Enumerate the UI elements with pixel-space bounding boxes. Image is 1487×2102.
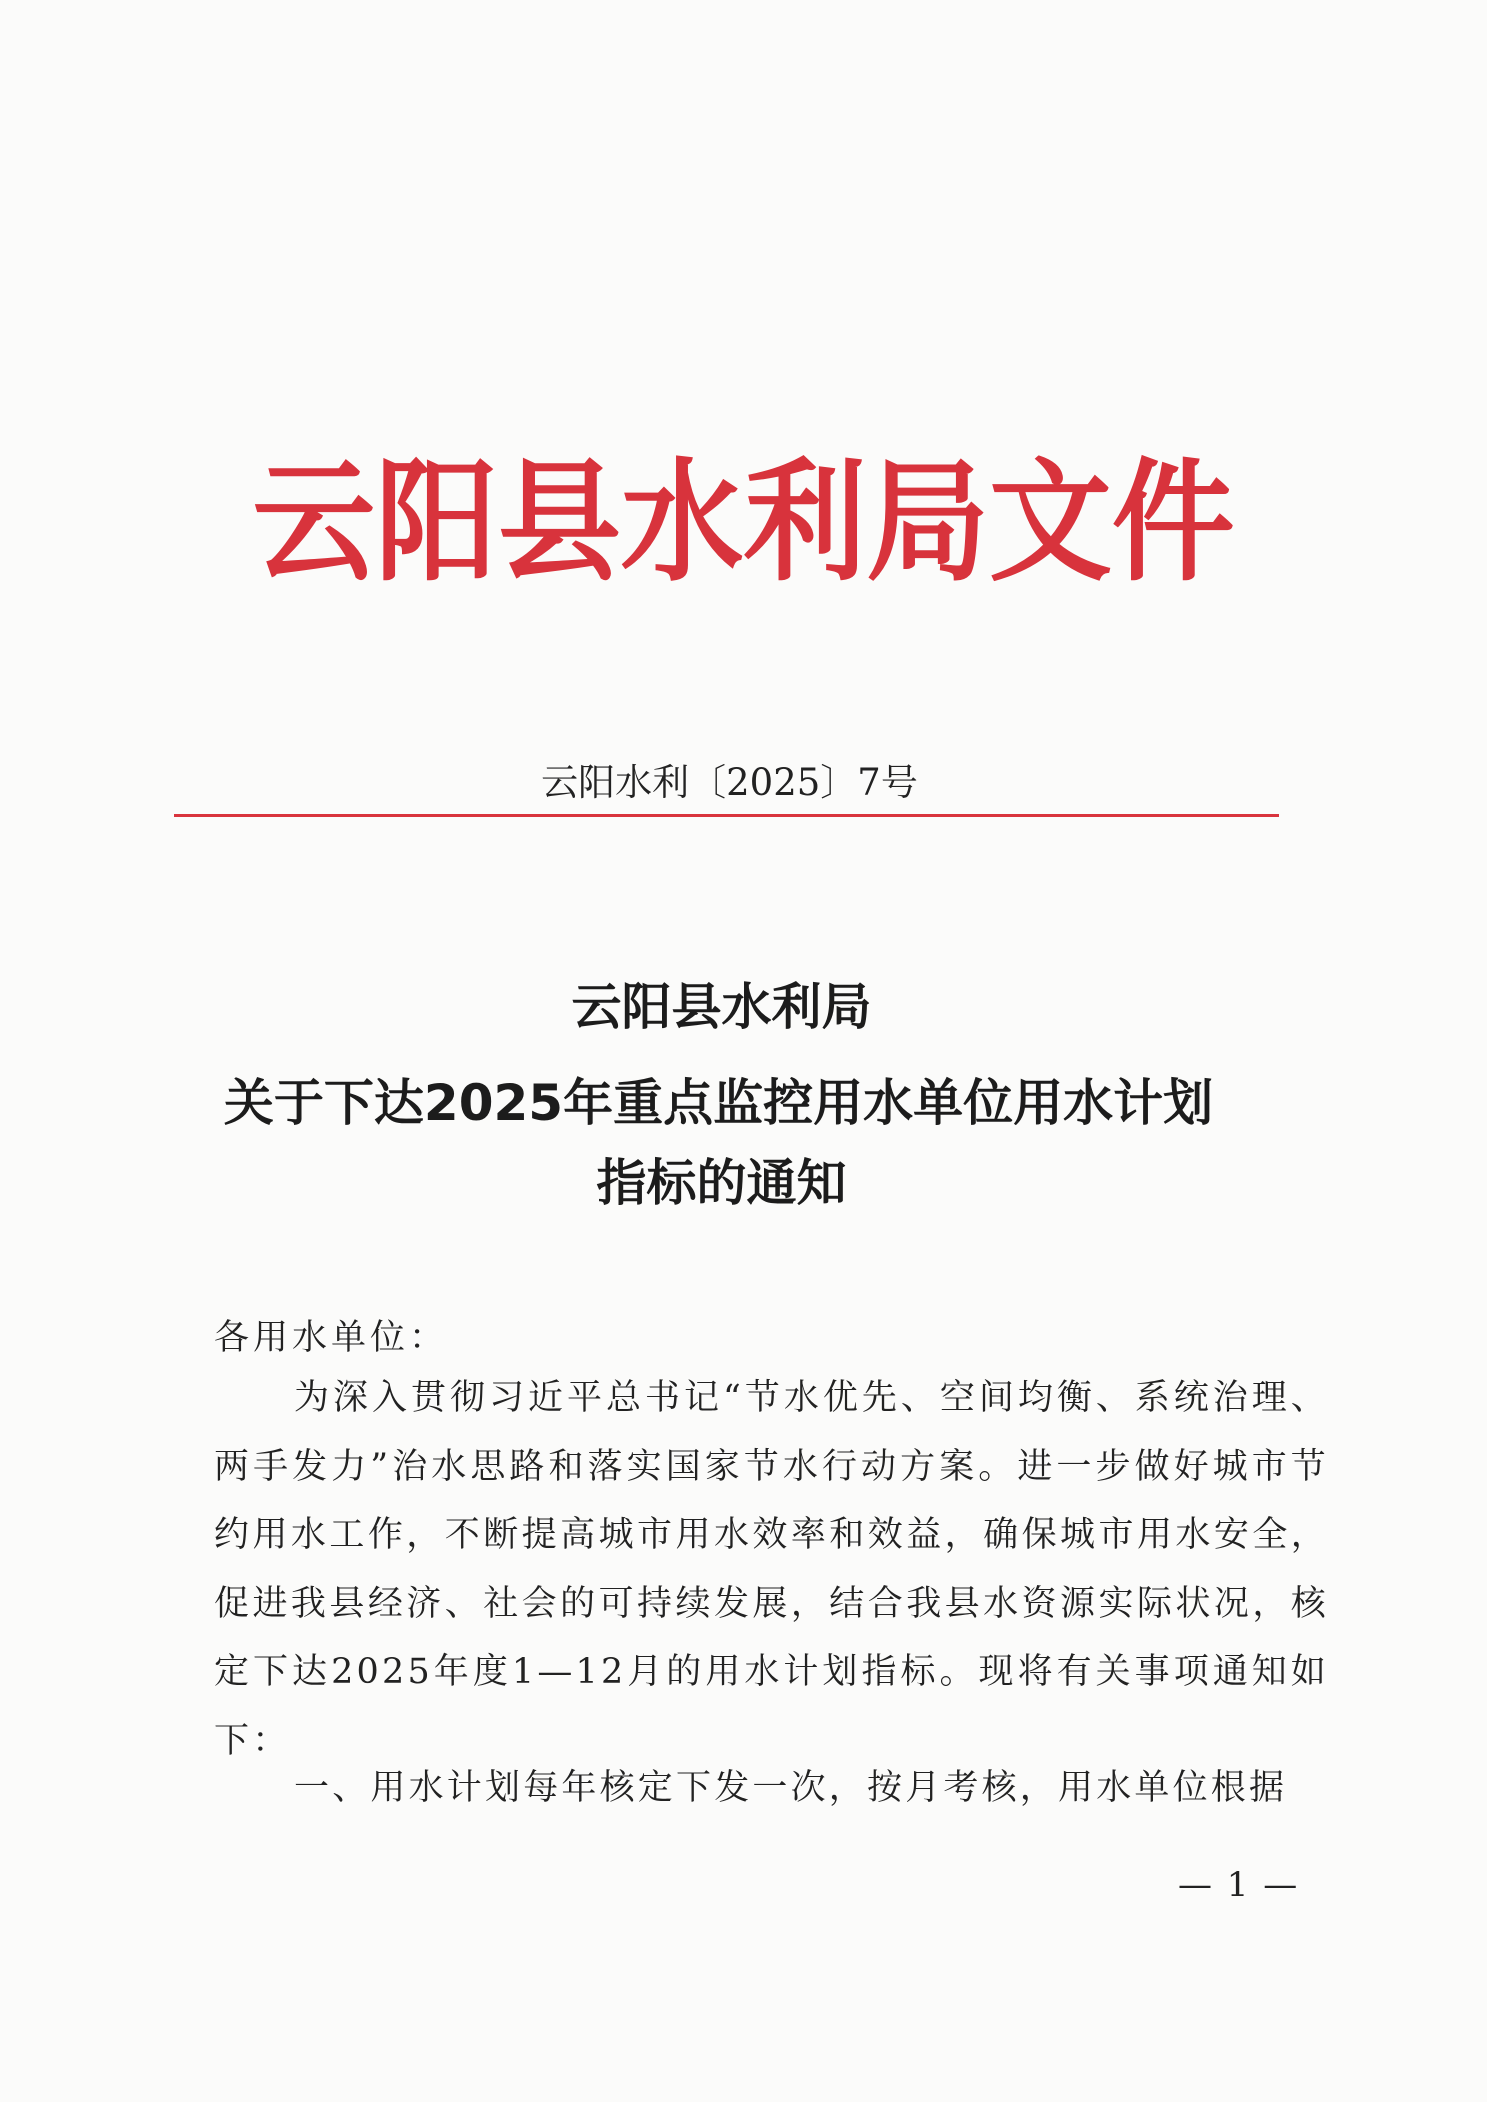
document-number: 云阳水利〔2025〕7号 (541, 761, 918, 804)
notice-title-line-2: 关于下达2025年重点监控用水单位用水计划 (223, 1074, 1214, 1132)
page-number: — 1 — (1178, 1865, 1300, 1905)
red-divider-line (174, 814, 1279, 817)
body-paragraph-1: 为深入贯彻习近平总书记“节水优先、空间均衡、系统治理、两手发力”治水思路和落实国家节水行动方案。进一步做好城市节约用水工作，不断提高城市用水效率和效益，确保城市用水安全，促进我县经济、社会的可持续发展，结合我县水资源实际状况，核定下达2025年度1—12月的用水计划指标。现将有关事项通知如下： (214, 1378, 1329, 1761)
notice-title-line-3: 指标的通知 (596, 1154, 847, 1212)
notice-title-line-1: 云阳县水利局 (571, 978, 872, 1036)
body-paragraph-2: 一、用水计划每年核定下发一次，按月考核，用水单位根据 (294, 1768, 1288, 1808)
masthead-title: 云阳县水利局文件 (252, 446, 1235, 600)
salutation: 各用水单位： (214, 1318, 449, 1358)
